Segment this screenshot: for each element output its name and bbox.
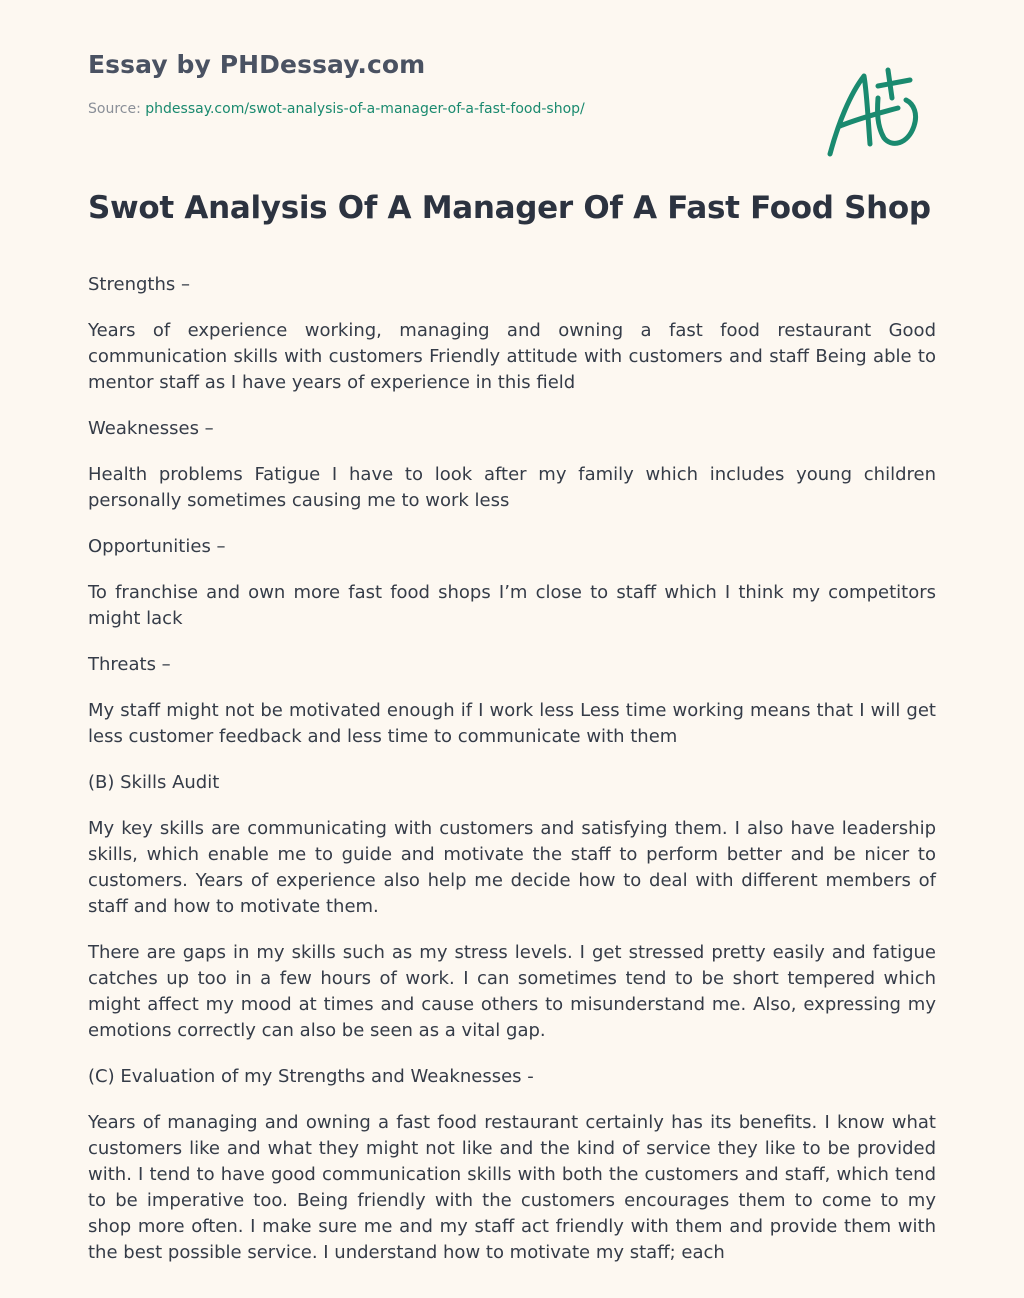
source-label: Source: xyxy=(88,101,146,117)
site-brand[interactable]: Essay by PHDessay.com xyxy=(88,50,426,79)
section-heading-skills-audit: (B) Skills Audit xyxy=(88,772,220,793)
source-line xyxy=(88,101,585,117)
section-heading-threats: Threats – xyxy=(88,654,171,675)
source-link[interactable]: phdessay.com/swot-analysis-of-a-manager-of-a-fast-food-shop/ xyxy=(145,101,585,117)
paragraph-skills-key: My key skills are communicating with customers and satisfying them. I also have leadership skills, which enable me to guide and motivate the staff to perform better and be nicer to customers. Years of experience also help me decide how to deal with different members of staff and how to motivate them. xyxy=(88,818,936,917)
section-heading-evaluation: (C) Evaluation of my Strengths and Weaknesses - xyxy=(88,1066,534,1087)
section-heading-strengths: Strengths – xyxy=(88,274,190,295)
a-plus-grade-icon xyxy=(820,64,930,164)
essay-title: Swot Analysis Of A Manager Of A Fast Food Shop xyxy=(88,190,931,226)
paragraph-strengths: Years of experience working, managing and owning a fast food restaurant Good communication skills with customers Friendly attitude with customers and staff Being able to mentor staff as I have years of experience in this field xyxy=(88,320,936,393)
paragraph-evaluation: Years of managing and owning a fast food restaurant certainly has its benefits. I know what customers like and what they might not like and the kind of service they like to be provided with. I tend to have good communication skills with both the customers and staff, which tend to be imperative too. Being friendly with the customers encourages them to come to my shop more often. I make sure me and my staff act friendly with them and provide them with the best possible service. I understand how to motivate my staff; each xyxy=(88,1112,936,1263)
paragraph-skills-gaps: There are gaps in my skills such as my stress levels. I get stressed pretty easily and fatigue catches up too in a few hours of work. I can sometimes tend to be short tempered which might affect my mood at times and cause others to misunderstand me. Also, expressing my emotions correctly can also be seen as a vital gap. xyxy=(88,942,936,1041)
paragraph-threats: My staff might not be motivated enough if I work less Less time working means that I will get less customer feedback and less time to communicate with them xyxy=(88,700,936,747)
paragraph-opportunities: To franchise and own more fast food shops I’m close to staff which I think my competitors might lack xyxy=(88,582,936,629)
essay-body xyxy=(88,272,936,1286)
section-heading-weaknesses: Weaknesses – xyxy=(88,418,214,439)
section-heading-opportunities: Opportunities – xyxy=(88,536,226,557)
paragraph-weaknesses: Health problems Fatigue I have to look after my family which includes young children personally sometimes causing me to work less xyxy=(88,464,936,511)
